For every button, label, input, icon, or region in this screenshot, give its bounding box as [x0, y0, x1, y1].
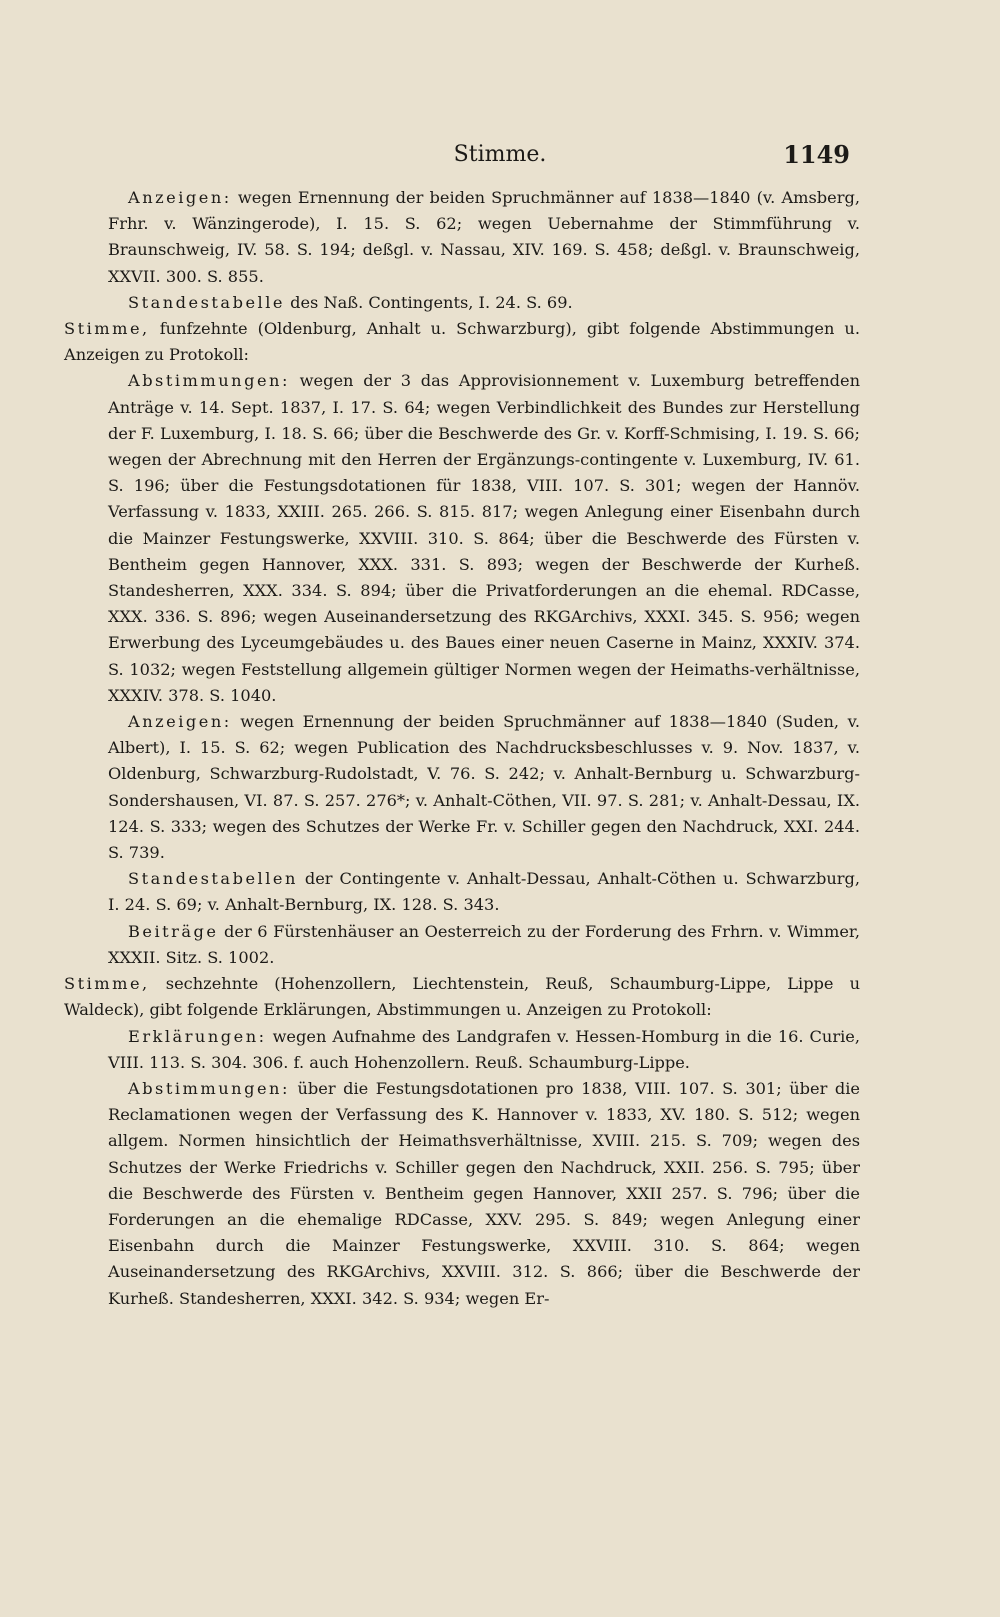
- entry-lead: Standestabelle: [128, 292, 285, 312]
- index-entry: [108, 290, 860, 316]
- index-entry: [108, 1076, 860, 1312]
- entry-text: des Naß. Contingents, I. 24. S. 69.: [284, 292, 573, 312]
- entry-lead: Stimme,: [64, 974, 150, 994]
- running-title: Stimme.: [453, 142, 547, 167]
- index-body: [64, 185, 860, 1312]
- entry-lead: Standestabellen: [128, 869, 298, 889]
- entry-lead: Beiträge: [128, 921, 219, 941]
- entry-text: sechzehnte (Hohenzollern, Liechtenstein, Reuß, Schaumburg-Lippe, Lippe u Waldeck), gibt folgende Erklärungen, Abstimmungen u. Anzeigen zu Protokoll:: [64, 974, 860, 1020]
- index-heading-entry: [64, 971, 860, 1023]
- page-number: 1149: [783, 140, 850, 169]
- entry-lead: Anzeigen:: [128, 712, 232, 732]
- entry-text: der 6 Fürstenhäuser an Oesterreich zu der Forderung des Frhrn. v. Wimmer, XXXII. Sitz. S. 1002.: [108, 921, 860, 967]
- entry-text: über die Festungsdotationen pro 1838, VIII. 107. S. 301; über die Reclamationen wegen der Verfassung des K. Hannover v. 1833, XV. 180. S. 512; wegen allgem. Normen hinsichtlich der Heimathsverhältnisse, XVIII. 215. S. 709; wegen des Schutzes der Werke Friedrichs v. Schiller gegen den Nachdruck, XXII. 256. S. 795; über die Beschwerde des Fürsten v. Bentheim gegen Hannover, XXII 257. S. 796; über die Forderungen an die ehemalige RDCasse, XXV. 295. S. 849; wegen Anlegung einer Eisenbahn durch die Mainzer Festungswerke, XXVIII. 310. S. 864; wegen Auseinandersetzung des RKGArchivs, XXVIII. 312. S. 866; über die Beschwerde der Kurheß. Standesherren, XXXI. 342. S. 934; wegen Er-: [108, 1078, 860, 1308]
- entry-text: wegen Ernennung der beiden Spruchmänner auf 1838—1840 (v. Amsberg, Frhr. v. Wänzingerode), I. 15. S. 62; wegen Uebernahme der Stimmführung v. Braunschweig, IV. 58. S. 194; deßgl. v. Nassau, XIV. 169. S. 458; deßgl. v. Braunschweig, XXVII. 300. S. 855.: [108, 188, 860, 286]
- entry-text: wegen Aufnahme des Landgrafen v. Hessen-Homburg in die 16. Curie, VIII. 113. S. 304. 306. f. auch Hohenzollern. Reuß. Schaumburg-Lippe.: [108, 1026, 860, 1072]
- index-entry: [108, 368, 860, 709]
- entry-text: funfzehnte (Oldenburg, Anhalt u. Schwarzburg), gibt folgende Abstimmungen u. Anzeigen zu Protokoll:: [64, 319, 860, 365]
- index-entry: [108, 1024, 860, 1076]
- running-head: [0, 138, 1000, 178]
- entry-lead: Erklärungen:: [128, 1026, 267, 1046]
- index-entry: [108, 709, 860, 866]
- index-entry: [108, 185, 860, 290]
- entry-lead: Anzeigen:: [128, 188, 232, 207]
- entry-text: wegen der 3 das Approvisionnement v. Luxemburg betreffenden Anträge v. 14. Sept. 1837, I. 17. S. 64; wegen Verbindlichkeit des Bundes zur Herstellung der F. Luxemburg, I. 18. S. 66; über die Beschwerde des Gr. v. Korff-Schmising, I. 19. S. 66; wegen der Abrechnung mit den Herren der Ergänzungs-contingente v. Luxemburg, IV. 61. S. 196; über die Festungsdotationen für 1838, VIII. 107. S. 301; wegen der Hannöv. Verfassung v. 1833, XXIII. 265. 266. S. 815. 817; wegen Anlegung einer Eisenbahn durch die Mainzer Festungswerke, XXVIII. 310. S. 864; über die Beschwerde des Fürsten v. Bentheim gegen Hannover, XXX. 331. S. 893; wegen der Beschwerde der Kurheß. Standesherren, XXX. 334. S. 894; über die Privatforderungen an die ehemal. RDCasse, XXX. 336. S. 896; wegen Auseinandersetzung des RKGArchivs, XXXI. 345. S. 956; wegen Erwerbung des Lyceumgebäudes u. des Baues einer neuen Caserne in Mainz, XXXIV. 374. S. 1032; wegen Feststellung allgemein gültiger Normen wegen der Heimaths-verhältnisse, XXXIV. 378. S. 1040.: [108, 371, 860, 705]
- index-entry: [108, 866, 860, 918]
- entry-text: der Contingente v. Anhalt-Dessau, Anhalt-Cöthen u. Schwarzburg, I. 24. S. 69; v. Anhalt-Bernburg, IX. 128. S. 343.: [108, 869, 860, 915]
- entry-lead: Abstimmungen:: [128, 371, 290, 391]
- index-heading-entry: [64, 316, 860, 368]
- entry-lead: Stimme,: [64, 319, 150, 339]
- entry-text: wegen Ernennung der beiden Spruchmänner auf 1838—1840 (Suden, v. Albert), I. 15. S. 62; wegen Publication des Nachdrucksbeschlusses v. 9. Nov. 1837, v. Oldenburg, Schwarzburg-Rudolstadt, V. 76. S. 242; v. Anhalt-Bernburg u. Schwarzburg-Sondershausen, VI. 87. S. 257. 276*; v. Anhalt-Cöthen, VII. 97. S. 281; v. Anhalt-Dessau, IX. 124. S. 333; wegen des Schutzes der Werke Fr. v. Schiller gegen den Nachdruck, XXI. 244. S. 739.: [108, 712, 860, 863]
- index-entry: [108, 919, 860, 971]
- entry-lead: Abstimmungen:: [128, 1078, 290, 1098]
